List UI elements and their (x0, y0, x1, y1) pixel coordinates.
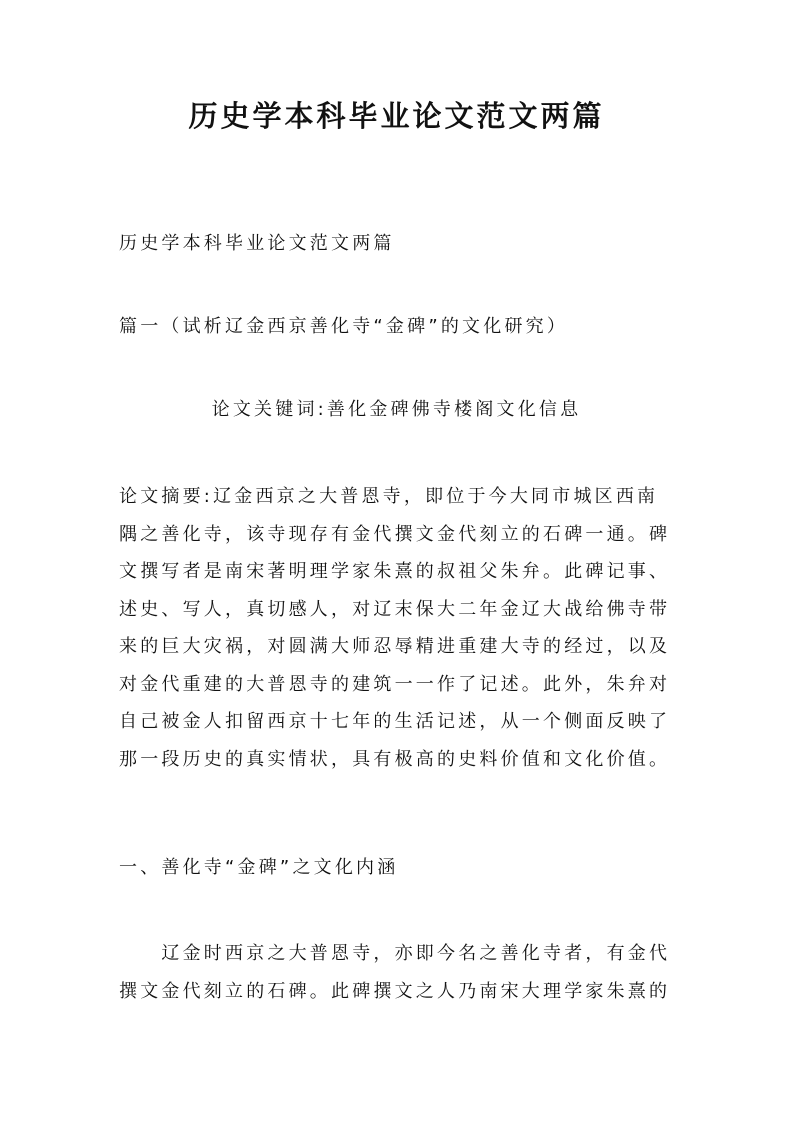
body-line: 辽金时西京之大普恩寺，亦即今名之善化寺者，有金代 (119, 943, 671, 964)
abstract-line: 那一段历史的真实情状，具有极高的史料价值和文化价值。 (119, 748, 671, 770)
abstract-line: 自己被金人扣留西京十七年的生活记述，从一个侧面反映了 (119, 711, 671, 732)
abstract-line: 来的巨大灾祸，对圆满大师忍辱精进重建大寺的经过，以及 (119, 636, 671, 657)
document-subtitle: 历史学本科毕业论文范文两篇 (119, 233, 395, 254)
section-heading-one: 一、善化寺“金碑”之文化内涵 (119, 857, 399, 878)
keywords-line: 论文关键词:善化金碑佛寺楼阁文化信息 (211, 399, 582, 420)
body-line: 撰文金代刻立的石碑。此碑撰文之人乃南宋大理学家朱熹的 (119, 980, 671, 1002)
abstract-line: 文撰写者是南宋著明理学家朱熹的叔祖父朱弁。此碑记事、 (119, 561, 671, 582)
body-paragraph (119, 935, 679, 1010)
abstract-paragraph (119, 478, 679, 778)
abstract-line: 对金代重建的大普恩寺的建筑一一作了记述。此外，朱弁对 (119, 673, 671, 695)
abstract-line: 论文摘要:辽金西京之大普恩寺，即位于今大同市城区西南 (119, 486, 659, 507)
abstract-line: 隅之善化寺，该寺现存有金代撰文金代刻立的石碑一通。碑 (119, 523, 671, 545)
document-title: 历史学本科毕业论文范文两篇 (188, 99, 605, 133)
abstract-line: 述史、写人，真切感人，对辽末保大二年金辽大战给佛寺带 (119, 598, 671, 620)
section-one-heading: 篇一（试析辽金西京善化寺“金碑”的文化研究） (119, 316, 569, 337)
